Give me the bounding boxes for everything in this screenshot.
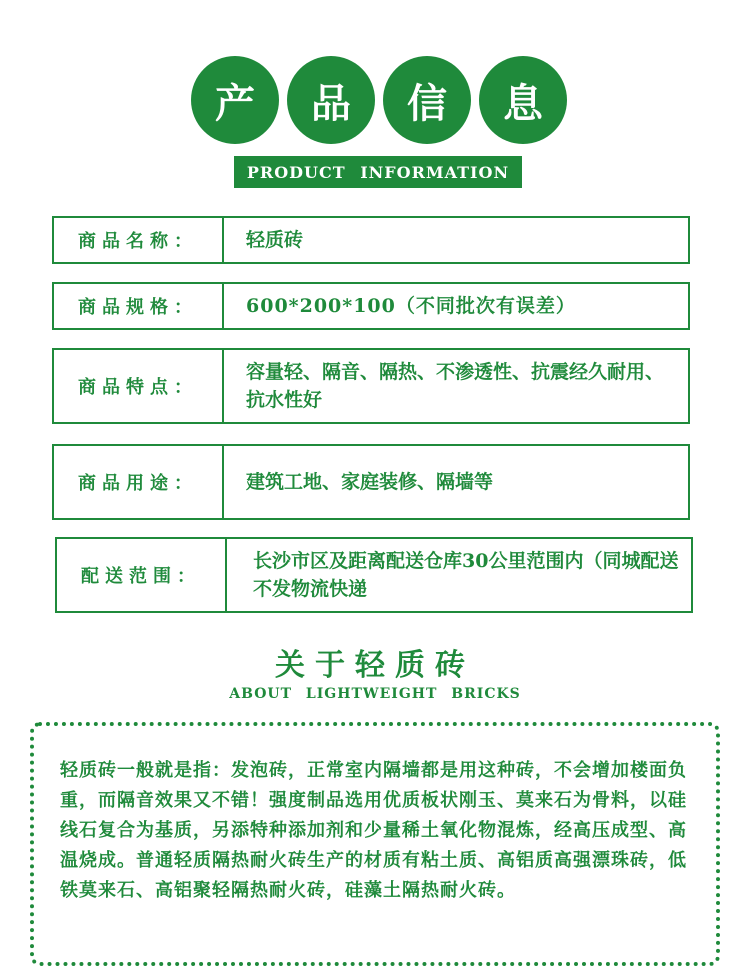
info-value: 轻质砖 bbox=[246, 229, 304, 251]
info-label: 商品特点： bbox=[54, 350, 224, 422]
info-value: 容量轻、隔音、隔热、不渗透性、抗震经久耐用、抗水性好 bbox=[246, 361, 665, 411]
info-value: 建筑工地、家庭装修、隔墙等 bbox=[246, 471, 494, 493]
info-row-usage bbox=[52, 444, 690, 520]
info-row-features bbox=[52, 348, 690, 424]
info-row-spec bbox=[52, 282, 690, 330]
about-subtitle: ABOUT LIGHTWEIGHT BRICKS bbox=[229, 686, 521, 702]
product-information-banner: PRODUCT INFORMATION bbox=[234, 156, 522, 188]
description-box bbox=[30, 722, 720, 966]
description-text: 轻质砖一般就是指：发泡砖，正常室内隔墙都是用这种砖，不会增加楼面负重，而隔音效果又不错！强度制品选用优质板状刚玉、莫来石为骨料，以硅线石复合为基质，另添特种添加剂和少量稀土氧化物混炼，经高压成型、高温烧成。普通轻质隔热耐火砖生产的材质有粘土质、高铝质高强漂珠砖，低铁莫来石、高铝聚轻隔热耐火砖，硅藻土隔热耐火砖。 bbox=[60, 760, 687, 901]
info-row-name bbox=[52, 216, 690, 264]
title-char-3: 信 bbox=[383, 56, 471, 144]
title-circles bbox=[0, 56, 750, 146]
title-char-1: 产 bbox=[191, 56, 279, 144]
info-value: 600*200*100（不同批次有误差） bbox=[246, 295, 576, 317]
info-value: 长沙市区及距离配送仓库30公里范围内（同城配送不发物流快递 bbox=[253, 550, 679, 600]
title-char-2: 品 bbox=[287, 56, 375, 144]
info-label: 商品规格： bbox=[54, 284, 224, 328]
info-label: 商品用途： bbox=[54, 446, 224, 518]
info-label: 配送范围： bbox=[57, 539, 227, 611]
about-title: 关于轻质砖 bbox=[275, 648, 475, 683]
title-char-4: 息 bbox=[479, 56, 567, 144]
info-row-delivery bbox=[55, 537, 693, 613]
info-label: 商品名称： bbox=[54, 218, 224, 262]
